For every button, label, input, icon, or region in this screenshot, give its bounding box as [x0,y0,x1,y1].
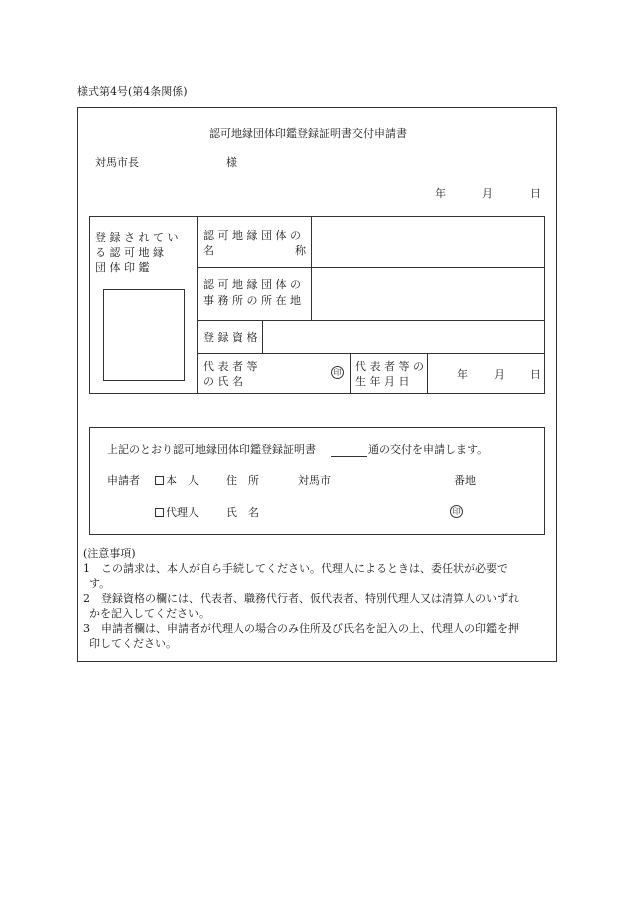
date-day: 日 [530,187,541,200]
agent-option: 代理人 [155,507,199,518]
address-label: 住 所 [226,474,259,487]
applicant-seal-icon: 印 [450,505,463,518]
seal-header-line3: 団 体 印 鑑 [95,261,150,274]
note1-line1: 1 この請求は、本人が自ら手続してください。代理人によるときは、委任状が必要で [83,562,508,575]
note2-line2: かを記入してください。 [89,607,210,620]
birth-day: 日 [530,368,541,381]
form-title: 認可地縁団体印鑑登録証明書交付申請書 [209,127,407,140]
self-checkbox [155,476,164,485]
name-label-line2-right: 称 [295,244,306,257]
seal-mark-icon: 印 [331,366,344,379]
rep-name-label-line1: 代 表 者 等 [203,360,258,373]
application-box [89,427,545,535]
name-label-line1: 認 可 地 縁 団 体 の [203,229,301,242]
office-label-line2: 事 務 所 の 所 在 地 [203,294,301,307]
statement-left: 上記のとおり認可地縁団体印鑑登録証明書 [107,443,316,456]
application-form [77,107,557,662]
name-label: 氏 名 [226,506,259,519]
note3-line2: 印してください。 [89,637,177,650]
addressee: 対馬市長 [95,156,139,169]
applicant-label: 申請者 [107,474,140,487]
birth-month: 月 [494,368,505,381]
note3-line1: 3 申請者欄は、申請者が代理人の場合のみ住所及び氏名を記入の上、代理人の印鑑を押 [83,622,519,635]
note1-line2: す。 [89,577,111,590]
seal-impression-box [103,289,185,381]
name-label-line2-left: 名 [203,244,214,257]
note2-line1: 2 登録資格の欄には、代表者、職務代行者、仮代表者、特別代理人又は清算人のいずれ [83,592,519,605]
seal-header-line1: 登 録 さ れ て い [95,231,179,244]
address-city: 対馬市 [298,474,331,487]
qualification-label: 登 録 資 格 [203,331,258,344]
office-label-line1: 認 可 地 縁 団 体 の [203,278,301,291]
notes-heading: (注意事項) [83,547,136,560]
statement-right: 通の交付を申請します。 [368,443,489,456]
rep-name-label-line2: の 氏 名 [203,375,243,388]
rep-birth-label-line1: 代 表 者 等 の [355,360,424,373]
rep-birth-label-line2: 生 年 月 日 [355,375,410,388]
copies-blank [331,456,367,457]
agent-checkbox [155,508,164,517]
address-banchi: 番地 [454,474,476,487]
seal-header-line2: る 認 可 地 縁 [95,246,164,259]
self-option: 本 人 [155,475,199,486]
date-month: 月 [482,187,493,200]
form-number: 様式第4号(第4条関係) [77,85,188,98]
addressee-suffix: 様 [226,156,237,169]
registration-table [89,216,545,394]
birth-year: 年 [457,368,468,381]
date-year: 年 [435,187,446,200]
